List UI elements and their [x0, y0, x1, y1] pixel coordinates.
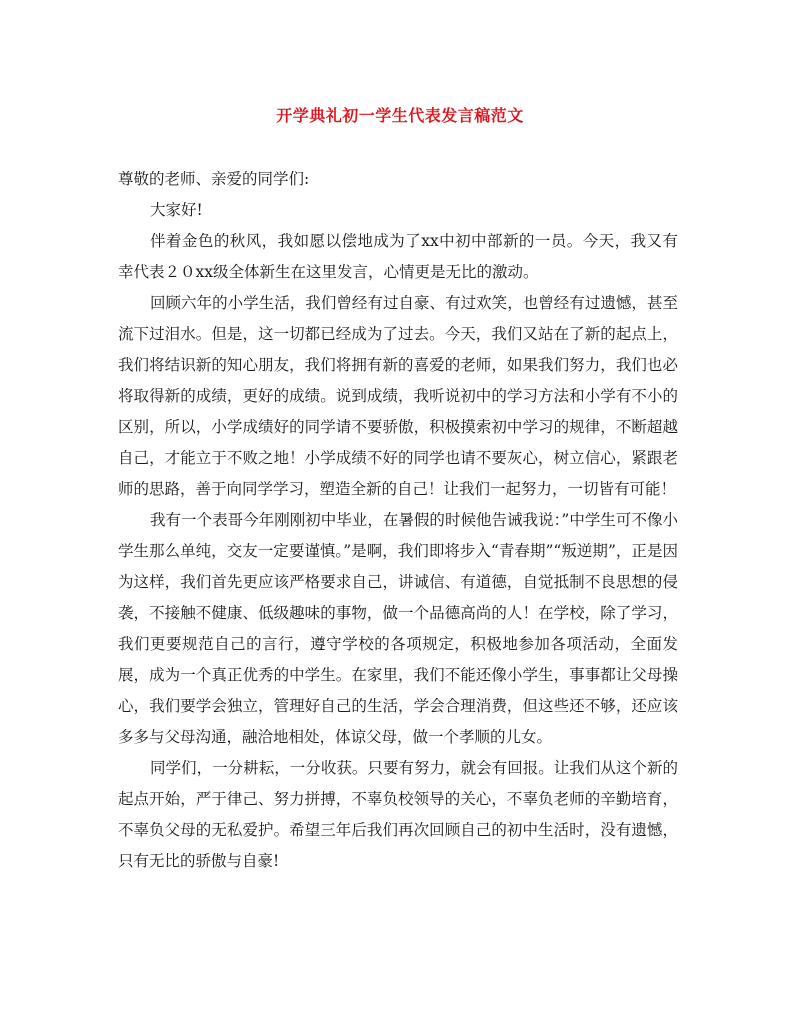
paragraph-closing: 同学们，一分耕耘，一分收获。只要有努力，就会有回报。让我们从这个新的起点开始，严于律己、努力拼搏，不辜负校领导的关心，不辜负老师的辛勤培育，不辜负父母的无私爱护。希望三年后我们再次回顾自己的初中生活时，没有遗憾，只有无比的骄傲与自豪!: [118, 759, 678, 870]
document-body: [118, 164, 678, 877]
paragraph-advice: 我有一个表哥今年刚刚初中毕业，在暑假的时候他告诫我说：”中学生可不像小学生那么单纯，交友一定要谨慎。”是啊，我们即将步入“青春期”“叛逆期”，正是因为这样，我们首先更应该严格要求自己，讲诚信、有道德，自觉抵制不良思想的侵袭，不接触不健康、低级趣味的事物，做一个品德高尚的人！在学校，除了学习，我们更要规范自己的言行，遵守学校的各项规定，积极地参加各项活动，全面发展，成为一个真正优秀的中学生。在家里，我们不能还像小学生，事事都让父母操心，我们要学会独立，管理好自己的生活，学会合理消费，但这些还不够，还应该多多与父母沟通，融洽地相处，体谅父母，做一个孝顺的儿女。: [118, 511, 678, 746]
paragraph-intro: 伴着金色的秋风，我如愿以偿地成为了xx中初中部新的一员。今天，我又有幸代表２０xx级全体新生在这里发言，心情更是无比的激动。: [118, 232, 678, 281]
salutation: 尊敬的老师、亲爱的同学们:: [118, 170, 310, 188]
paragraph-review: 回顾六年的小学生活，我们曾经有过自豪、有过欢笑，也曾经有过遗憾，甚至流下过泪水。但是，这一切都已经成为了过去。今天，我们又站在了新的起点上，我们将结识新的知心朋友，我们将拥有新的喜爱的老师，如果我们努力，我们也必将取得新的成绩，更好的成绩。说到成绩，我听说初中的学习方法和小学有不小的区别，所以，小学成绩好的同学请不要骄傲，积极摸索初中学习的规律，不断超越自己，才能立于不败之地！小学成绩不好的同学也请不要灰心，树立信心，紧跟老师的思路，善于向同学学习，塑造全新的自己！让我们一起努力，一切皆有可能！: [118, 294, 678, 498]
paragraph-greeting: 大家好!: [150, 201, 203, 219]
document-title: 开学典礼初一学生代表发言稿范文: [276, 106, 524, 125]
